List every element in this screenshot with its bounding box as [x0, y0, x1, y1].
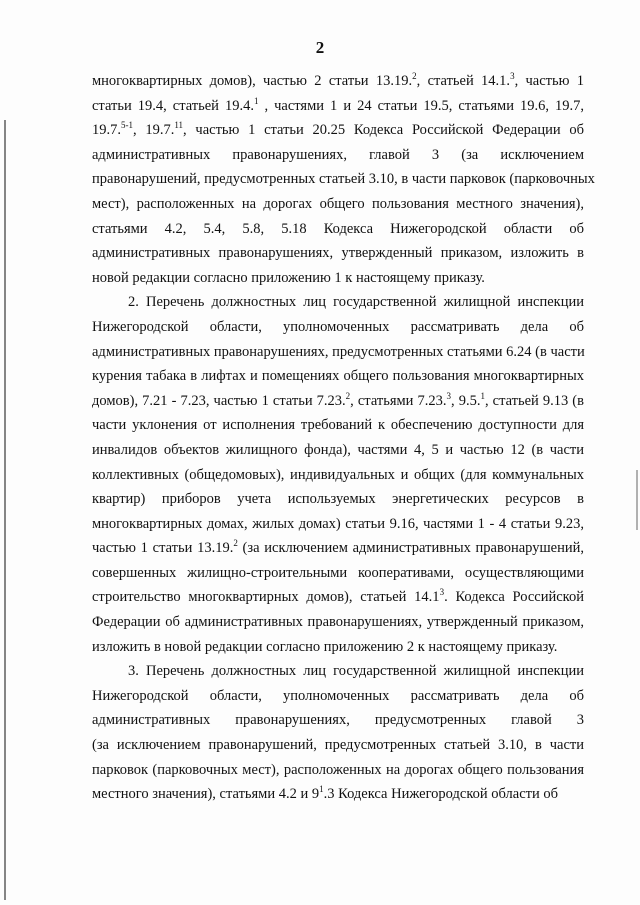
text-line — [92, 610, 584, 635]
text-run: , статьей 14.1. — [416, 73, 511, 89]
text-line — [92, 438, 584, 463]
text-run: строительство многоквартирных домов), статьей 14.1 — [92, 589, 440, 606]
text-line — [92, 512, 584, 537]
text-run: домов), 7.21 - 7.23, частью 1 статьи 7.23. — [92, 392, 346, 409]
superscript: 2 — [412, 71, 417, 81]
superscript: 2 — [233, 538, 238, 549]
text-line — [92, 487, 584, 512]
text-run: многоквартирных домах, жилых домах) статьи 9.16, частями 1 - 4 статьи 9.23, — [92, 515, 584, 532]
text-line — [92, 167, 595, 192]
text-run: (за исключением административных правонарушений, — [237, 540, 584, 557]
page-number: 2 — [315, 38, 325, 57]
text-run: , статьей 9.13 (в — [484, 392, 584, 409]
text-run: административных правонарушениях, утвержденный приказом, изложить в — [92, 245, 584, 262]
text-line — [92, 758, 584, 783]
paragraph-2 — [92, 290, 584, 659]
text-run: инвалидов объектов жилищного фонда), частями 4, 5 и частью 12 (в части — [92, 441, 584, 458]
text-line — [92, 536, 584, 561]
paragraph-1 — [92, 69, 595, 290]
text-run: административных правонарушениях, предусмотренных главой 3 — [92, 712, 584, 729]
text-run: Нижегородской области, уполномоченных рассматривать дела об — [92, 687, 584, 704]
text-line — [92, 561, 584, 586]
text-run: , частью 1 статьи 20.25 Кодекса Российской Федерации об — [183, 122, 585, 139]
text-run: правонарушений, предусмотренных статьей 3.10, в части парковок (парковочных — [92, 171, 595, 188]
text-line — [92, 217, 584, 242]
superscript: 1 — [319, 784, 324, 795]
text-run: изложить в новой редакции согласно приложению 2 к настоящему приказу. — [92, 638, 558, 655]
scan-edge-left — [4, 120, 6, 900]
text-line — [92, 659, 584, 684]
text-line — [92, 94, 584, 119]
superscript: 5-1 — [121, 120, 133, 131]
text-run: . Кодекса Российской — [444, 589, 584, 606]
text-line — [92, 782, 584, 807]
superscript: 2 — [345, 390, 351, 401]
text-line — [92, 340, 584, 365]
text-line — [92, 241, 584, 266]
text-line — [92, 364, 584, 389]
text-run: Нижегородской области, уполномоченных рассматривать дела об — [92, 318, 584, 335]
text-line — [92, 635, 584, 660]
text-run: , статьями 7.23. — [350, 392, 447, 409]
text-run: , частями 1 и 24 статьи 19.5, статьями 19.6, 19.7, — [258, 97, 585, 114]
text-line — [92, 585, 584, 610]
text-run: местного значения), статьями 4.2 и 9 — [92, 786, 320, 803]
text-run: , 19.7. — [133, 122, 175, 139]
text-run: новой редакции согласно приложению 1 к настоящему приказу. — [92, 269, 485, 286]
text-run: совершенных жилищно-строительными кооперативами, осуществляющими — [92, 564, 584, 581]
text-run: статьями 4.2, 5.4, 5.8, 5.18 Кодекса Нижегородской области об — [92, 220, 584, 237]
text-run: .3 Кодекса Нижегородской области об — [323, 786, 558, 803]
text-run: многоквартирных домов), частью 2 статьи 13.19. — [92, 73, 413, 89]
text-run: , частью 1 — [514, 73, 585, 89]
text-run: административных правонарушениях, главой 3 (за исключением — [92, 146, 584, 163]
document-body — [92, 69, 595, 807]
text-run: квартир) приборов учета используемых энергетических ресурсов в — [92, 491, 584, 508]
text-line — [92, 684, 584, 709]
text-line — [92, 266, 584, 291]
text-line — [92, 192, 584, 217]
superscript: 3 — [510, 71, 515, 81]
text-run: частью 1 статьи 13.19. — [92, 540, 234, 557]
text-run: 3. Перечень должностных лиц государственной жилищной инспекции — [128, 663, 584, 680]
text-run: административных правонарушениях, предусмотренных статьями 6.24 (в части — [92, 343, 585, 360]
text-line — [92, 413, 584, 438]
text-run: , 9.5. — [451, 392, 481, 409]
text-run: 2. Перечень должностных лиц государственной жилищной инспекции — [128, 294, 584, 311]
text-run: 19.7. — [92, 122, 121, 139]
text-line — [92, 389, 584, 414]
text-run: Федерации об административных правонарушениях, утвержденный приказом, — [92, 614, 584, 631]
text-line — [92, 733, 584, 758]
text-line — [92, 463, 584, 488]
text-run: части уклонения от исполнения требований к обеспечению доступности для — [92, 417, 584, 434]
superscript: 11 — [174, 120, 184, 131]
text-line — [92, 315, 584, 340]
text-line — [92, 118, 584, 143]
text-line — [92, 290, 584, 315]
superscript: 1 — [480, 390, 485, 401]
text-line — [92, 708, 584, 733]
scan-edge-right — [636, 470, 638, 530]
text-line — [92, 69, 584, 94]
superscript: 1 — [253, 95, 259, 106]
text-line — [92, 143, 584, 168]
superscript: 3 — [439, 587, 445, 598]
text-run: мест), расположенных на дорогах общего пользования местного значения), — [92, 195, 584, 212]
text-run: парковок (парковочных мест), расположенных на дорогах общего пользования — [92, 761, 584, 778]
text-run: курения табака в лифтах и помещениях общего пользования многоквартирных — [92, 368, 584, 385]
text-run: статьи 19.4, статьей 19.4. — [92, 97, 254, 114]
paragraph-3 — [92, 659, 584, 807]
text-run: (за исключением правонарушений, предусмотренных статьей 3.10, в части — [92, 737, 584, 754]
text-run: коллективных (общедомовых), индивидуальных и общих (для коммунальных — [92, 466, 584, 483]
superscript: 3 — [446, 390, 451, 401]
